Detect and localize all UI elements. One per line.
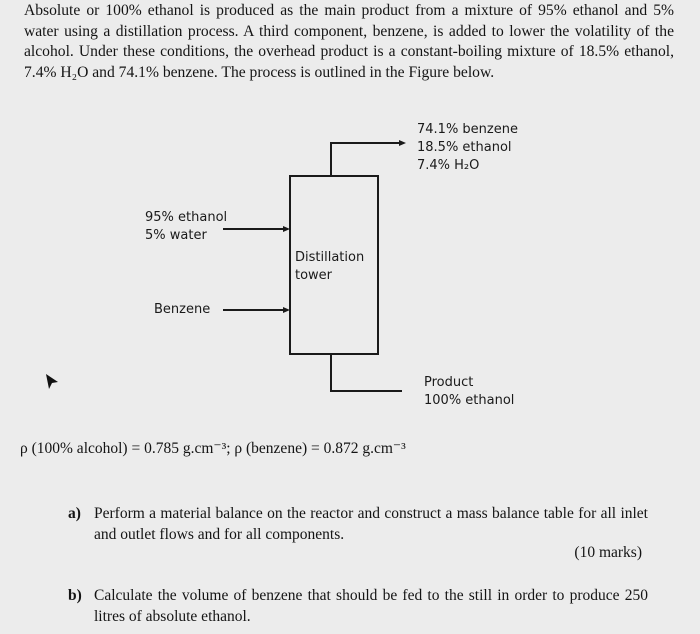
- tower-label-line1: Distillation: [295, 250, 365, 265]
- question-b-label: b): [68, 587, 82, 604]
- feed-composition: [145, 209, 227, 245]
- feed-ethanol: 95% ethanol: [145, 210, 228, 225]
- product-line-vertical: [330, 355, 332, 392]
- overhead-line-horizontal: [330, 142, 400, 144]
- overhead-composition: [417, 121, 518, 175]
- product-composition: [424, 374, 514, 410]
- benzene-feed-label: Benzene: [154, 302, 211, 317]
- product-label: Product: [424, 375, 474, 390]
- question-a-marks: (10 marks): [574, 544, 642, 561]
- overhead-line-vertical: [330, 142, 332, 176]
- product-ethanol: 100% ethanol: [424, 393, 515, 408]
- question-a-label: a): [68, 505, 81, 522]
- overhead-water: 7.4% H₂O: [417, 158, 480, 173]
- question-b: [68, 585, 648, 627]
- tower-label: [295, 249, 364, 285]
- benzene-line: [223, 309, 283, 311]
- tower-label-line2: tower: [295, 268, 333, 283]
- overhead-arrow-icon: [399, 140, 406, 146]
- intro-paragraph: Absolute or 100% ethanol is produced as the main product from a mixture of 95% ethanol and 5% water using a distillation process. A third component, benzene, is added to lower the volatility of the alcohol. Under these conditions, the overhead product is a constant-boiling mixture of 18.5% ethanol, 7.4% H₂O and 74.1% benzene. The process is outlined in the Figure below.: [24, 2, 674, 81]
- benzene-arrow-icon: [283, 307, 290, 313]
- product-line-horizontal: [330, 390, 402, 392]
- question-a: [68, 503, 648, 545]
- density-data: ρ (100% alcohol) = 0.785 g.cm⁻³; ρ (benzene) = 0.872 g.cm⁻³: [20, 440, 406, 457]
- mouse-cursor-icon: [44, 373, 60, 391]
- question-b-text: Calculate the volume of benzene that should be fed to the still in order to produce 250 litres of absolute ethanol.: [94, 587, 648, 625]
- overhead-ethanol: 18.5% ethanol: [417, 140, 512, 155]
- question-a-text: Perform a material balance on the reactor and construct a mass balance table for all inlet and outlet flows and for all components.: [94, 505, 648, 543]
- feed-water: 5% water: [145, 228, 207, 243]
- overhead-benzene: 74.1% benzene: [417, 122, 518, 137]
- feed-line: [223, 228, 283, 230]
